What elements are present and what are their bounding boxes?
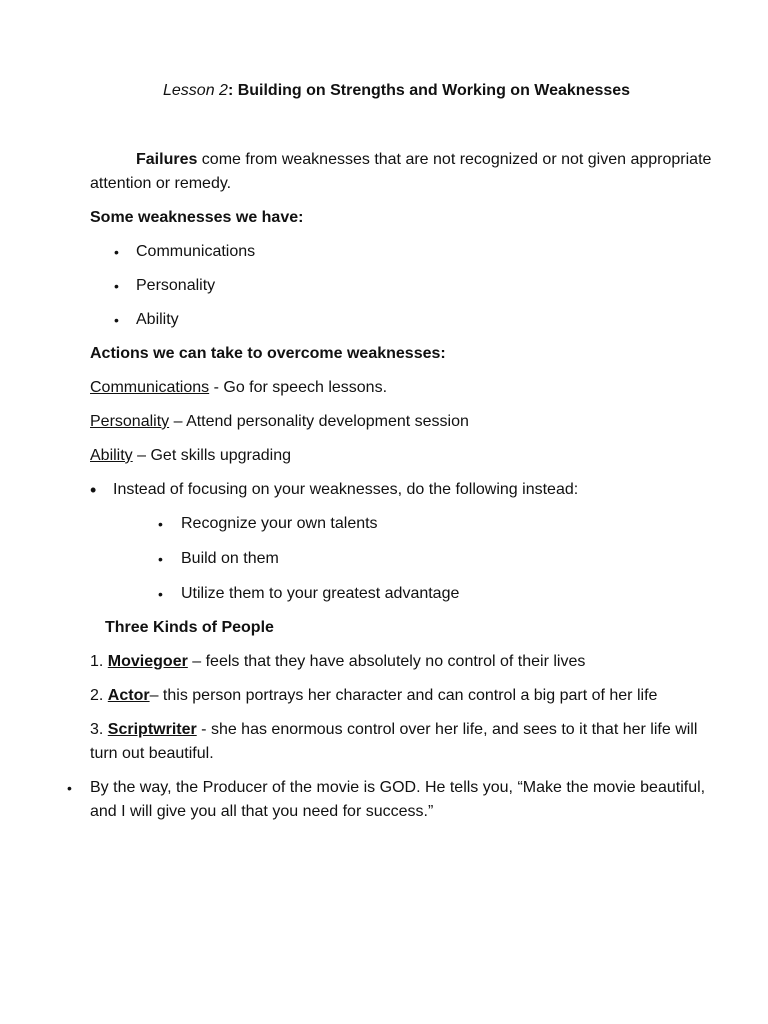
instead-item: Build on them <box>181 550 279 567</box>
weakness-item: Communications <box>136 243 256 260</box>
instead-item: Recognize your own talents <box>181 515 378 532</box>
kind-number: 3. <box>90 721 108 738</box>
action-item <box>90 410 469 434</box>
kinds-heading: Three Kinds of People <box>105 619 274 636</box>
page-title <box>163 82 630 100</box>
intro-lead: Failures <box>136 151 198 168</box>
bullet-icon: • <box>114 278 119 294</box>
bullet-icon: • <box>114 312 119 328</box>
weakness-item: Personality <box>136 277 216 294</box>
kind-term: Scriptwriter <box>107 721 197 738</box>
title-heading: Building on Strengths and Working on Weaknesses <box>233 82 631 99</box>
actions-heading: Actions we can take to overcome weaknesses: <box>90 345 446 362</box>
action-item <box>90 376 387 400</box>
title-separator: : <box>227 82 234 99</box>
kind-item <box>90 650 585 674</box>
kind-item-continuation: turn out beautiful. <box>90 745 214 762</box>
bullet-icon: • <box>67 780 72 796</box>
kind-term: Actor <box>107 687 150 704</box>
kind-desc: – feels that they have absolutely no control of their lives <box>187 653 586 670</box>
bullet-icon: • <box>90 480 97 500</box>
kind-desc: - she has enormous control over her life, and sees to it that her life will <box>196 721 698 738</box>
action-desc: – Get skills upgrading <box>132 447 291 464</box>
intro-line-2: attention or remedy. <box>90 175 232 192</box>
kind-number: 2. <box>90 687 108 704</box>
kind-number: 1. <box>90 653 108 670</box>
weakness-item: Ability <box>136 311 179 328</box>
bullet-icon: • <box>158 551 163 567</box>
bullet-icon: • <box>158 586 163 602</box>
action-desc: - Go for speech lessons. <box>209 379 388 396</box>
closing-line-2: and I will give you all that you need for success.” <box>90 803 434 820</box>
action-desc: – Attend personality development session <box>169 413 469 430</box>
closing-line-1: By the way, the Producer of the movie is GOD. He tells you, “Make the movie beautiful, <box>90 779 706 796</box>
instead-item: Utilize them to your greatest advantage <box>181 585 460 602</box>
action-term: Personality <box>90 413 170 430</box>
kind-item <box>90 718 697 742</box>
intro-line-1-rest: come from weaknesses that are not recognized or not given appropriate <box>197 151 712 168</box>
bullet-icon: • <box>114 244 119 260</box>
intro-line-1 <box>136 148 711 172</box>
action-term: Ability <box>90 447 133 464</box>
kind-term: Moviegoer <box>107 653 188 670</box>
action-term: Communications <box>90 379 210 396</box>
action-item <box>90 444 291 468</box>
kind-desc: – this person portrays her character and can control a big part of her life <box>149 687 658 704</box>
bullet-icon: • <box>158 516 163 532</box>
lesson-label: Lesson 2 <box>163 82 228 99</box>
weaknesses-heading: Some weaknesses we have: <box>90 209 304 226</box>
instead-text: Instead of focusing on your weaknesses, do the following instead: <box>113 481 579 498</box>
kind-item <box>90 684 657 708</box>
